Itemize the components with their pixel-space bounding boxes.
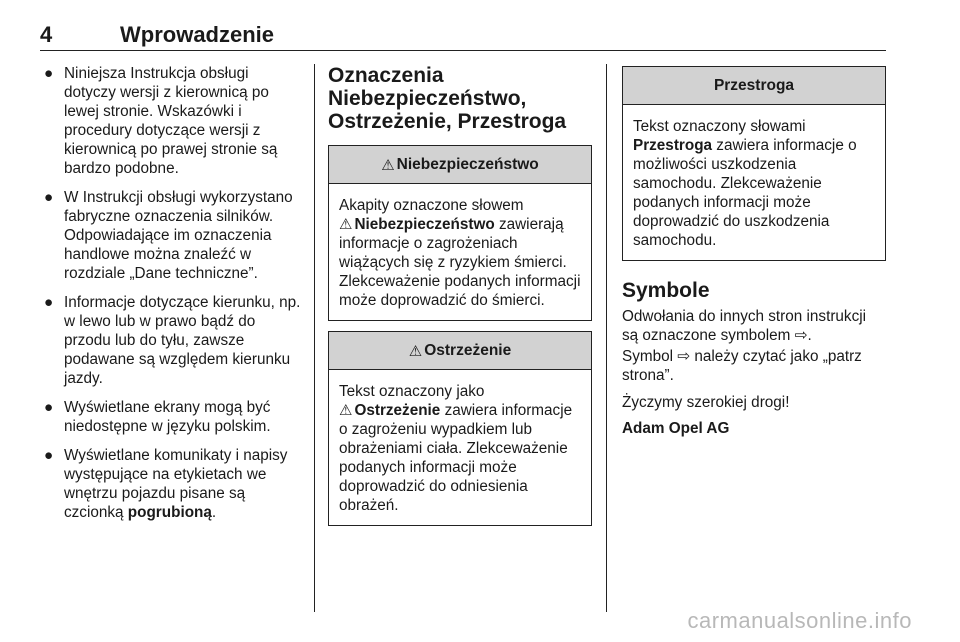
page-title: Wprowadzenie (120, 22, 275, 47)
warning-triangle-icon: ⚠ (381, 156, 395, 174)
warning-box-body: Tekst oznaczony jako ⚠ Ostrzeżenie zawiera informacje o zagrożeniu wypadkiem lub obrażeniami ciała. Zlekceważenie podanych informacji może doprowadzić do odniesienia obrażeń. (339, 383, 573, 514)
caution-box-header: Przestroga (623, 67, 885, 105)
list-item: ● Niniejsza Instrukcja obsługi dotyczy wersji z kierownicą po lewej stronie. Wskazówki i procedury dotyczące wersji z kierownicą po prawej stronie są bardzo podobne. (44, 65, 278, 177)
bold-example: pogrubioną (127, 504, 212, 521)
danger-box-header: ⚠ Niebezpieczeństwo (329, 146, 591, 184)
list-item: ● Wyświetlane komunikaty i napisy występujące na etykietach we wnętrzu pojazdu pisane są czcionką pogrubioną. (44, 447, 288, 521)
danger-box (328, 145, 592, 321)
warning-triangle-icon: ⚠ (339, 402, 353, 419)
bullet-icon: ● (44, 65, 54, 82)
middle-column (328, 64, 592, 526)
wish-text: Życzymy szerokiej drogi! (622, 394, 790, 411)
bullet-icon: ● (44, 189, 54, 206)
column-divider-left (314, 64, 315, 612)
page-header (40, 22, 886, 50)
section-title-symbole: Symbole (622, 279, 710, 302)
right-column (622, 64, 886, 438)
caution-box-body: Tekst oznaczony słowami Przestroga zawiera informacje o możliwości uszkodzenia samochodu. Zlekceważenie podanych informacji może doprowadzić do uszkodzenia samochodu. (633, 118, 857, 249)
warning-box (328, 331, 592, 526)
section-title-oznaczenia: Oznaczenia Niebezpieczeństwo, Ostrzeżenie, Przestroga (328, 64, 567, 133)
danger-box-body: Akapity oznaczone słowem ⚠ Niebezpieczeństwo zawierają informacje o zagrożeniach wiążących się z ryzykiem śmierci. Zlekceważenie podanych informacji może doprowadzić do śmierci. (339, 197, 581, 309)
bullet-icon: ● (44, 399, 54, 416)
page-number: 4 (40, 22, 53, 47)
list-item: ● Wyświetlane ekrany mogą być niedostępne w języku polskim. (44, 399, 271, 435)
warning-triangle-icon: ⚠ (339, 216, 353, 233)
page-reference-arrow-icon: ⇨ (677, 348, 691, 365)
bullet-icon: ● (44, 294, 54, 311)
bullet-icon: ● (44, 447, 54, 464)
warning-triangle-icon: ⚠ (408, 342, 423, 360)
page-reference-arrow-icon: ⇨ (794, 327, 808, 344)
warning-box-header: ⚠ Ostrzeżenie (329, 332, 591, 370)
signature: Adam Opel AG (622, 420, 730, 437)
symbols-paragraph-2: Symbol ⇨ należy czytać jako „patrz strona”. (622, 348, 862, 384)
left-column (40, 64, 302, 532)
header-rule (40, 50, 886, 51)
list-item: ● W Instrukcji obsługi wykorzystano fabryczne oznaczenia silników. Odpowiadające im oznaczenia handlowe można znaleźć w rozdziale „Dane techniczne”. (44, 189, 293, 282)
column-divider-right (606, 64, 607, 612)
caution-box (622, 66, 886, 261)
list-item: ● Informacje dotyczące kierunku, np. w lewo lub w prawo bądź do przodu lub do tyłu, zawsze podawane są względem kierunku jazdy. (44, 294, 301, 387)
symbols-paragraph: Odwołania do innych stron instrukcji są oznaczone symbolem ⇨. (622, 308, 867, 344)
bullet-list (40, 64, 302, 522)
watermark: carmanualsonline.info (687, 608, 912, 633)
